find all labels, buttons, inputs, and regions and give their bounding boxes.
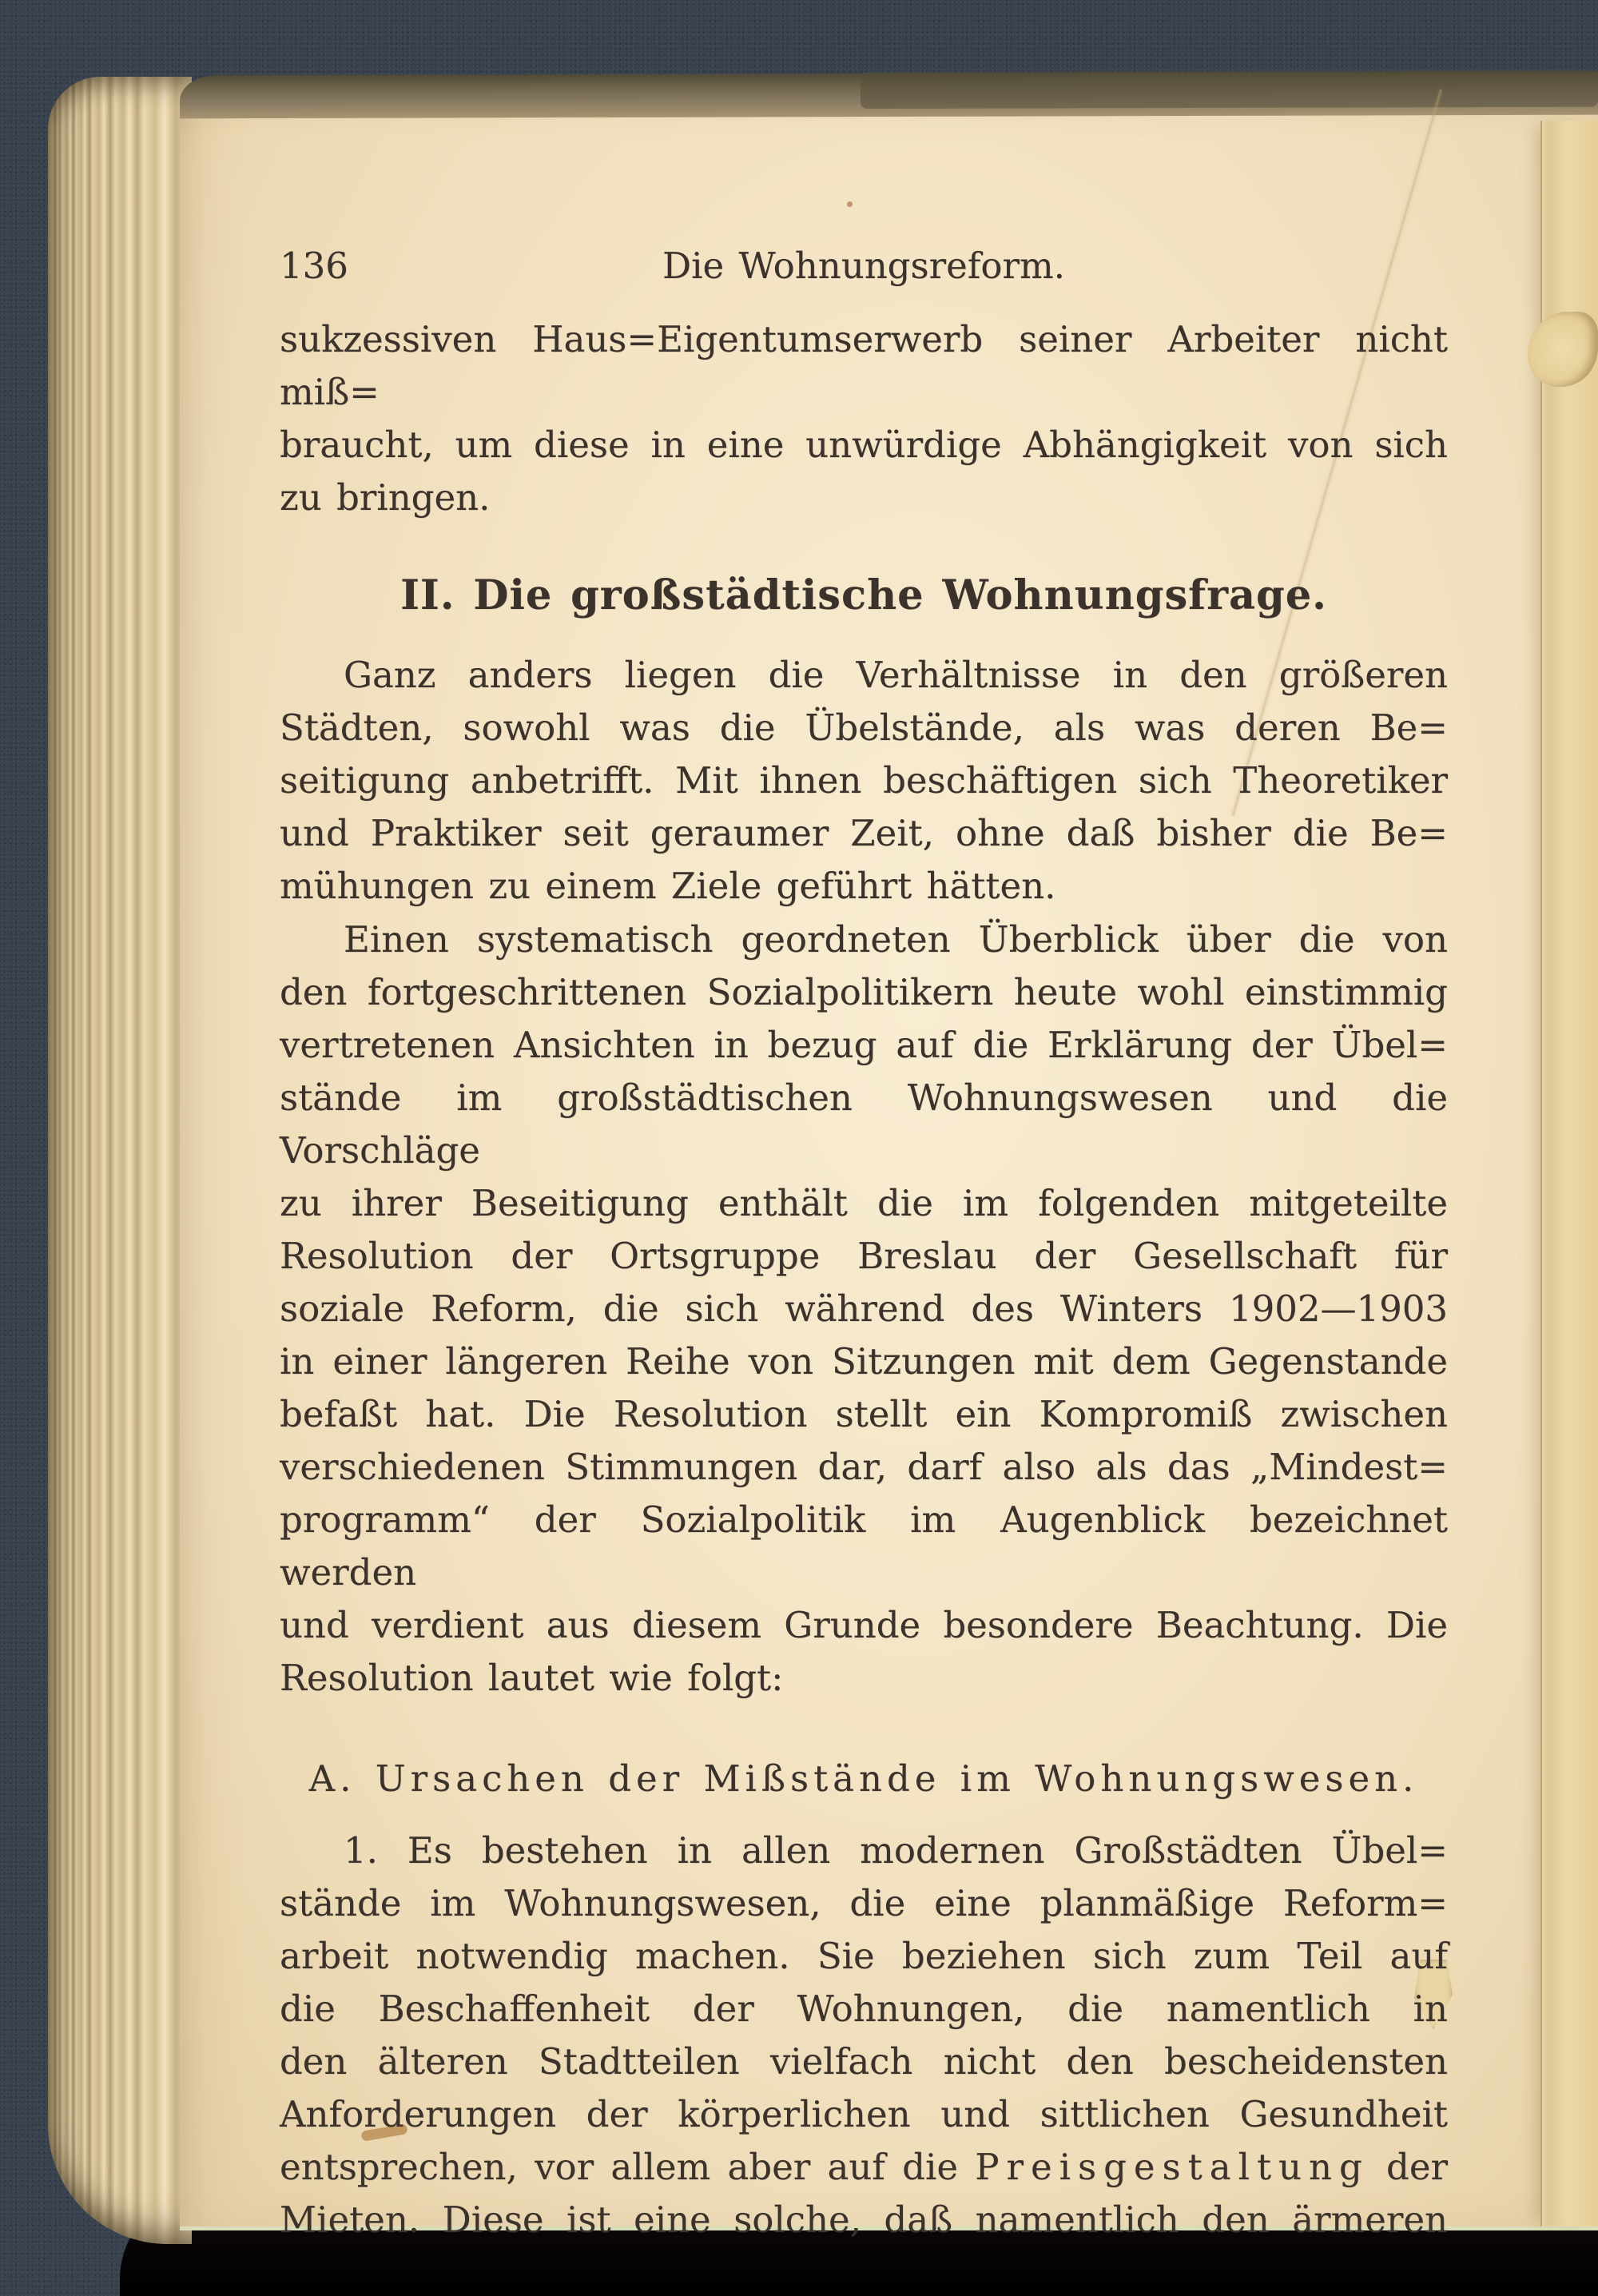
page-right-fold-edge xyxy=(1540,121,1598,2226)
text-segment: entsprechen, vor allem aber auf die xyxy=(280,2146,976,2188)
text-column xyxy=(280,240,1448,2246)
paragraph-2 xyxy=(280,913,1448,1705)
page-top-edge xyxy=(180,72,1598,119)
emphasized-word: Preisgestaltung xyxy=(975,2146,1369,2188)
text-line: stände im Wohnungswesen, die eine planmäßige Reform= xyxy=(280,1882,1448,1924)
text-line: vertretenen Ansichten in bezug auf die Erklärung der Übel= xyxy=(280,1024,1448,1066)
text-line: 1. Es bestehen in allen modernen Großstädten Übel= xyxy=(344,1829,1448,1872)
text-line: zu bringen. xyxy=(280,476,491,519)
text-line: seitigung anbetrifft. Mit ihnen beschäftigen sich Theoretiker xyxy=(280,759,1448,802)
text-line: befaßt hat. Die Resolution stellt ein Kompromiß zwischen xyxy=(280,1393,1448,1435)
paragraph-3 xyxy=(280,1824,1448,2246)
page-stack-edges xyxy=(48,77,192,2244)
text-line: verschiedenen Stimmungen dar, darf also als das „Mindest= xyxy=(280,1446,1448,1488)
page-speck xyxy=(847,201,853,207)
text-line: in einer längeren Reihe von Sitzungen mit dem Gegenstande xyxy=(280,1340,1448,1383)
subsection-heading: A. Ursachen der Mißstände im Wohnungswesen. xyxy=(308,1757,1419,1800)
text-line: programm“ der Sozialpolitik im Augenblick bezeichnet werden xyxy=(280,1498,1448,1594)
text-line: den älteren Stadtteilen vielfach nicht den bescheidensten xyxy=(280,2040,1448,2083)
text-line: arbeit notwendig machen. Sie beziehen sich zum Teil auf xyxy=(280,1935,1448,1977)
text-segment: der xyxy=(1369,2146,1448,2188)
text-line: braucht, um diese in eine unwürdige Abhängigkeit von sich xyxy=(280,424,1448,466)
text-line: die Beschaffenheit der Wohnungen, die namentlich in xyxy=(280,1988,1448,2030)
text-line: Anforderungen der körperlichen und sittlichen Gesundheit xyxy=(280,2093,1448,2135)
text-line: Resolution lautet wie folgt: xyxy=(280,1657,784,1699)
text-line: stände im großstädtischen Wohnungswesen und die Vorschläge xyxy=(280,1076,1448,1172)
text-line: Städten, sowohl was die Übelstände, als was deren Be= xyxy=(280,706,1448,749)
text-line: mühungen zu einem Ziele geführt hätten. xyxy=(280,865,1056,907)
page-header xyxy=(280,240,1448,292)
text-line xyxy=(280,2141,1448,2194)
intro-paragraph xyxy=(280,313,1448,524)
page-number: 136 xyxy=(280,245,348,287)
text-line: soziale Reform, die sich während des Winters 1902—1903 xyxy=(280,1287,1448,1330)
text-line: zu ihrer Beseitigung enthält die im folgenden mitgeteilte xyxy=(280,1182,1448,1224)
running-header: Die Wohnungsreform. xyxy=(662,245,1065,287)
text-line: und Praktiker seit geraumer Zeit, ohne daß bisher die Be= xyxy=(280,812,1448,854)
text-line: Resolution der Ortsgruppe Breslau der Gesellschaft für xyxy=(280,1235,1448,1277)
text-line: Mieten. Diese ist eine solche, daß namentlich den ärmeren xyxy=(280,2199,1448,2241)
text-line: und verdient aus diesem Grunde besondere Beachtung. Die xyxy=(280,1604,1448,1646)
text-line: Ganz anders liegen die Verhältnisse in den größeren xyxy=(344,654,1448,696)
text-line: sukzessiven Haus=Eigentumserwerb seiner Arbeiter nicht miß= xyxy=(280,318,1448,413)
text-line: den fortgeschrittenen Sozialpolitikern heute wohl einstimmig xyxy=(280,971,1448,1013)
paragraph-1 xyxy=(280,649,1448,913)
page-top-edge-shading xyxy=(861,70,1598,109)
text-line: Einen systematisch geordneten Überblick über die von xyxy=(344,918,1448,961)
section-heading: II. Die großstädtische Wohnungsfrage. xyxy=(400,571,1327,619)
